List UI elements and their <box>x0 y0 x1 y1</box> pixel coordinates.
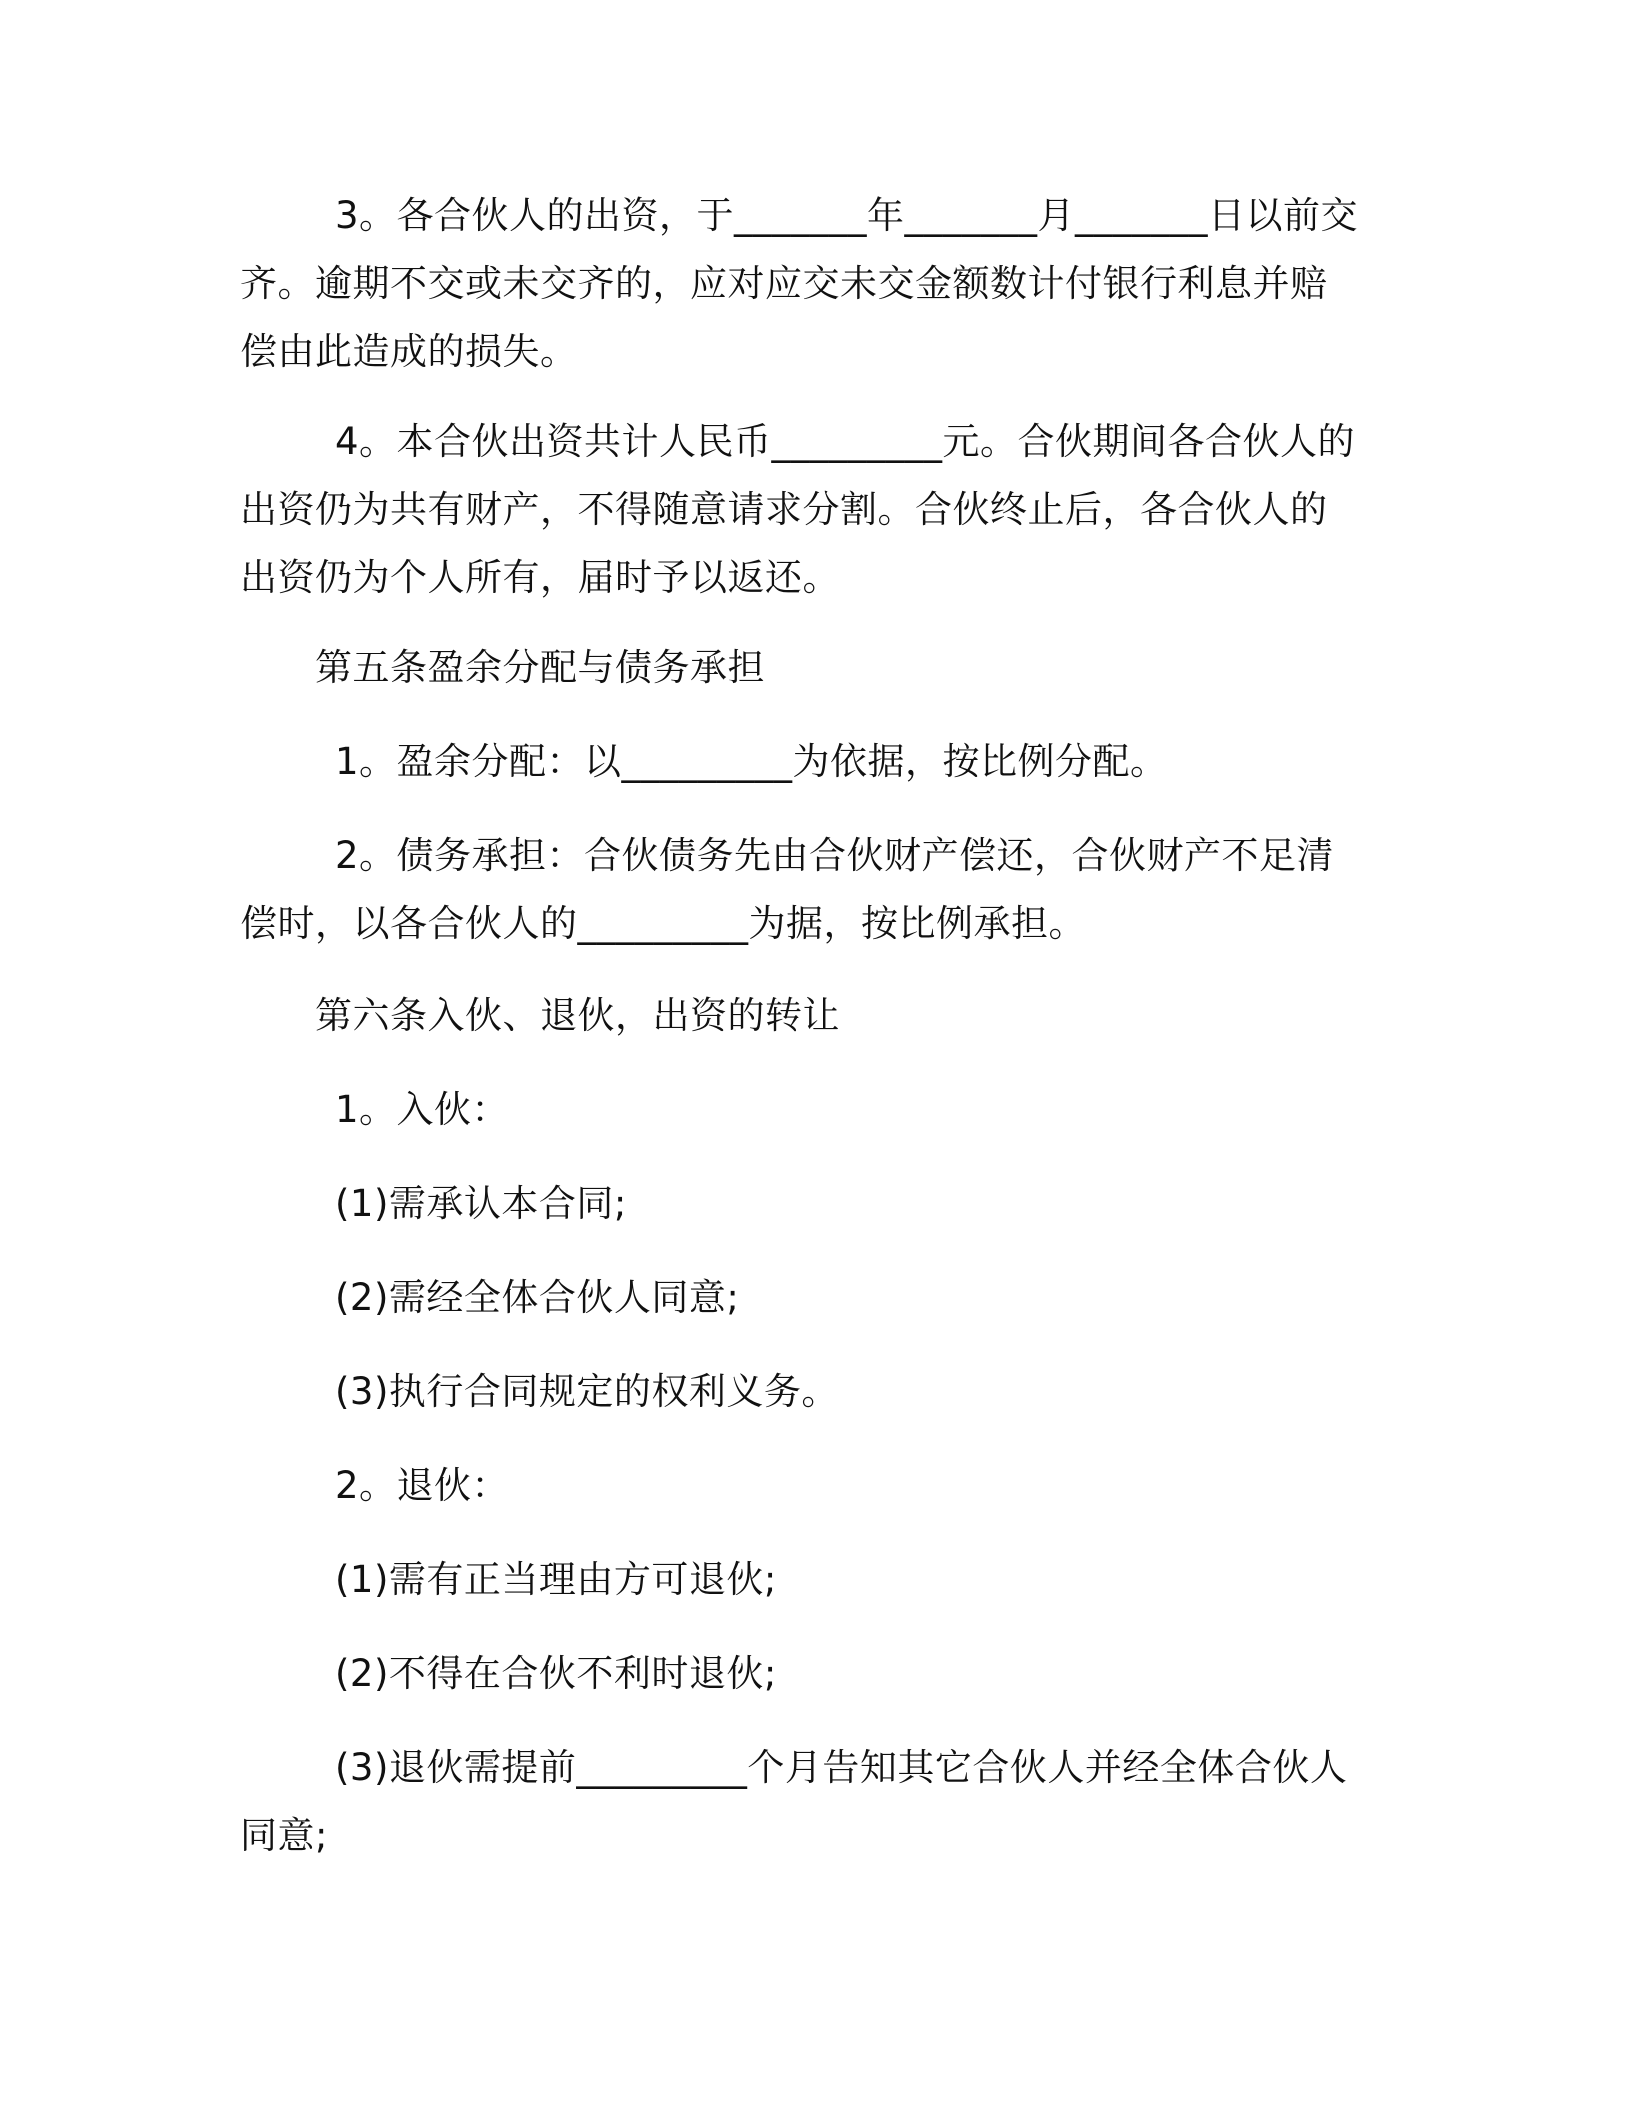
list-item-joining-3: (3)执行合同规定的权利义务。 <box>335 1370 839 1413</box>
paragraph-debt-bearing: 2。债务承担：合伙债务先由合伙财产偿还，合伙财产不足清偿时，以各合伙人的_________为据，按比例承担。 <box>240 834 1335 945</box>
paragraph-3-contribution-deadline: 3。各合伙人的出资，于_______年_______月_______日以前交齐。逾期不交或未交齐的，应对应交未交金额数计付银行利息并赔偿由此造成的损失。 <box>240 194 1359 373</box>
article-5-heading: 第五条盈余分配与债务承担 <box>315 646 765 689</box>
paragraph-surplus-distribution: 1。盈余分配：以_________为依据，按比例分配。 <box>335 740 1168 783</box>
list-item-withdrawal-2: (2)不得在合伙不利时退伙; <box>335 1652 777 1695</box>
paragraph-joining: 1。入伙： <box>335 1088 510 1131</box>
article-6-heading: 第六条入伙、退伙，出资的转让 <box>315 994 840 1037</box>
list-item-withdrawal-1: (1)需有正当理由方可退伙; <box>335 1558 777 1601</box>
paragraph-4-total-contribution: 4。本合伙出资共计人民币_________元。合伙期间各合伙人的出资仍为共有财产，不得随意请求分割。合伙终止后，各合伙人的出资仍为个人所有，届时予以返还。 <box>240 420 1356 599</box>
paragraph-withdrawal: 2。退伙： <box>335 1464 510 1507</box>
list-item-withdrawal-3: (3)退伙需提前_________个月告知其它合伙人并经全体合伙人同意; <box>240 1746 1348 1857</box>
list-item-joining-2: (2)需经全体合伙人同意; <box>335 1276 740 1319</box>
list-item-joining-1: (1)需承认本合同; <box>335 1182 627 1225</box>
